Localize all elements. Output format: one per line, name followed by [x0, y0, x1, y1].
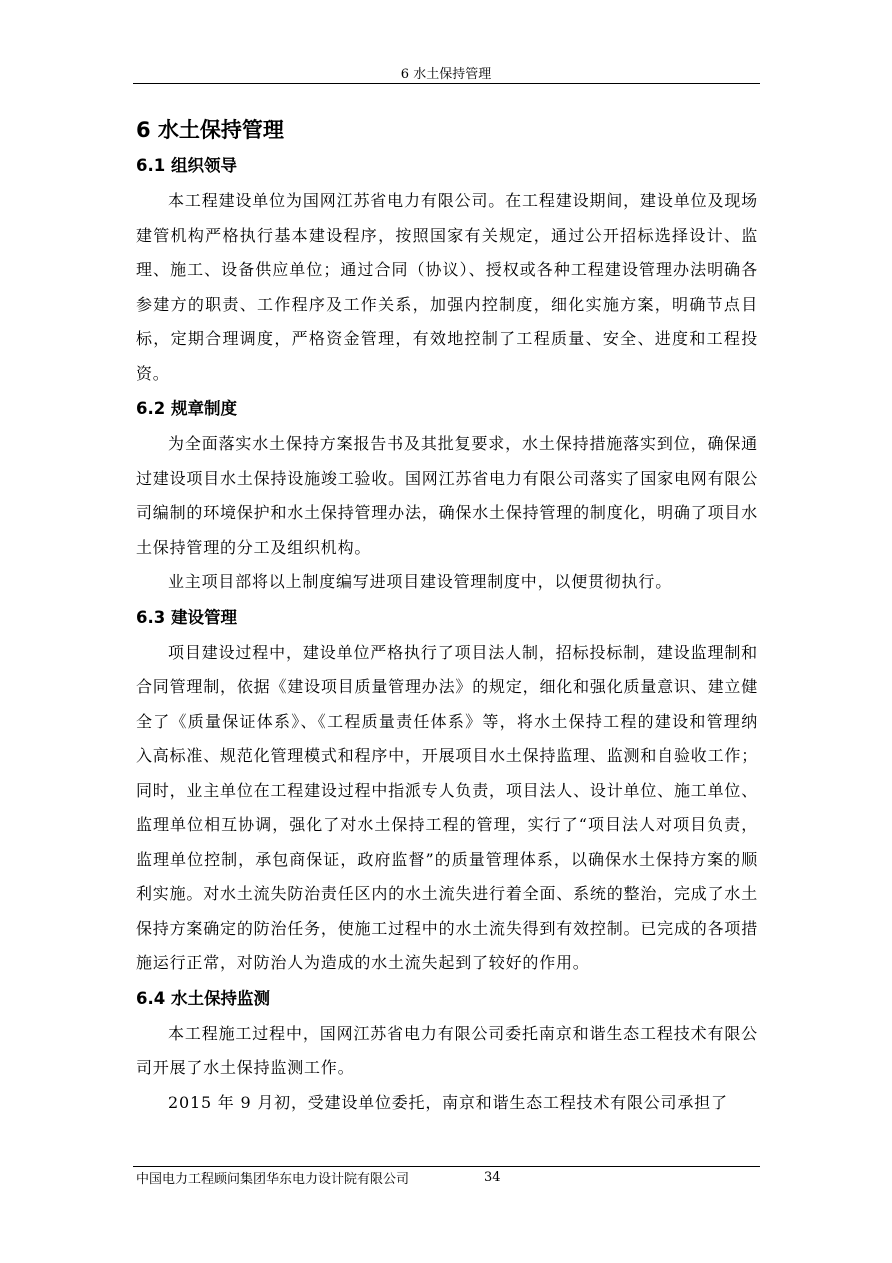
section-title-6-3: 6.3 建设管理	[136, 607, 237, 627]
paragraph-6-4-1: 本工程施工过程中，国网江苏省电力有限公司委托南京和谐生态工程技术有限公司开展了水土保持监测工作。	[136, 1023, 758, 1077]
paragraph-6-2-1: 为全面落实水土保持方案报告书及其批复要求，水土保持措施落实到位，确保通过建设项目水土保持设施竣工验收。国网江苏省电力有限公司落实了国家电网有限公司编制的环境保护和水土保持管理办法，确保水土保持管理的制度化，明确了项目水土保持管理的分工及组织机构。	[136, 434, 758, 557]
section-title-6-2: 6.2 规章制度	[136, 399, 237, 418]
header-rule	[133, 83, 760, 84]
section-title-6-1: 6.1 组织领导	[136, 156, 237, 175]
paragraph-6-4-2: 2015 年 9 月初，受建设单位委托，南京和谐生态工程技术有限公司承担了	[168, 1092, 728, 1112]
paragraph-6-3-1: 项目建设过程中，建设单位严格执行了项目法人制，招标投标制，建设监理制和合同管理制，依据《建设项目质量管理办法》的规定，细化和强化质量意识、建立健全了《质量保证体系》、《工程质量责任体系》等，将水土保持工程的建设和管理纳入高标准、规范化管理模式和程序中，开展项目水土保持监理、监测和自验收工作；同时，业主单位在工程建设过程中指派专人负责，项目法人、设计单位、施工单位、监理单位相互协调，强化了对水土保持工程的管理，实行了“项目法人对项目负责，监理单位控制，承包商保证，政府监督”的质量管理体系，以确保水土保持方案的顺利实施。对水土流失防治责任区内的水土流失进行着全面、系统的整治，完成了水土保持方案确定的防治任务，使施工过程中的水土流失得到有效控制。已完成的各项措施运行正常，对防治人为造成的水土流失起到了较好的作用。	[136, 642, 758, 972]
page-number: 34	[484, 1170, 501, 1185]
footer-organization: 中国电力工程顾问集团华东电力设计院有限公司	[136, 1172, 410, 1187]
running-header: 6 水土保持管理	[400, 67, 492, 82]
footer-rule	[133, 1166, 760, 1167]
paragraph-6-1-1: 本工程建设单位为国网江苏省电力有限公司。在工程建设期间，建设单位及现场建管机构严格执行基本建设程序，按照国家有关规定，通过公开招标选择设计、监理、施工、设备供应单位；通过合同（协议）、授权或各种工程建设管理办法明确各参建方的职责、工作程序及工作关系，加强内控制度，细化实施方案，明确节点目标，定期合理调度，严格资金管理，有效地控制了工程质量、安全、进度和工程投资。	[136, 191, 758, 383]
paragraph-6-2-2: 业主项目部将以上制度编写进项目建设管理制度中，以便贯彻执行。	[168, 572, 673, 591]
chapter-title: 6 水土保持管理	[136, 118, 284, 142]
page-body	[136, 114, 758, 1120]
section-title-6-4: 6.4 水土保持监测	[136, 988, 270, 1008]
